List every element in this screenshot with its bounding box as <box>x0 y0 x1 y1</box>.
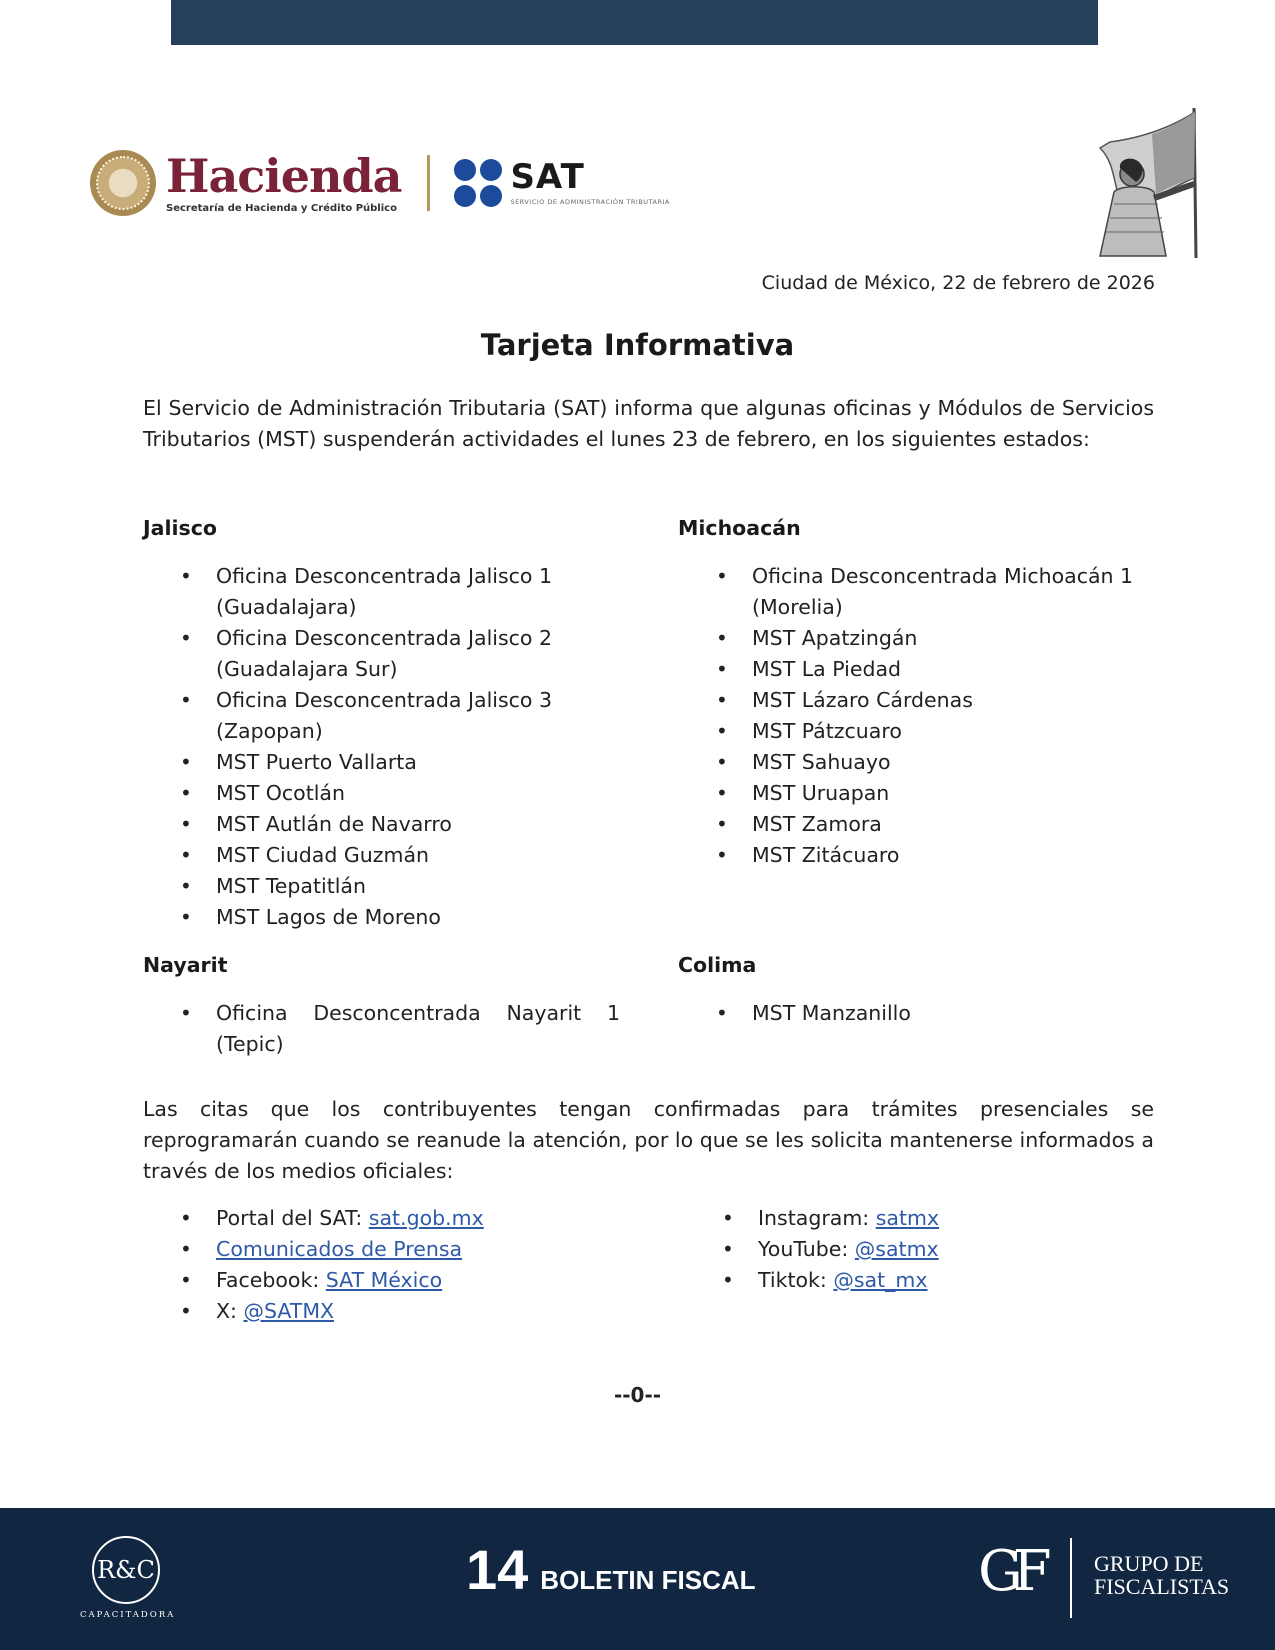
portal-label: Portal del SAT: <box>216 1206 369 1230</box>
facebook-label: Facebook: <box>216 1268 326 1292</box>
footer-divider <box>1070 1538 1072 1618</box>
gf-line-1: GRUPO DE <box>1094 1551 1204 1576</box>
page-title: Tarjeta Informativa <box>480 328 795 362</box>
colima-heading: Colima <box>678 953 757 977</box>
youtube-link[interactable]: @satmx <box>854 1237 939 1261</box>
nayarit-heading: Nayarit <box>143 953 228 977</box>
list-item: • MST Lázaro Cárdenas <box>716 685 1166 716</box>
tiktok-link[interactable]: @sat_mx <box>833 1268 928 1292</box>
list-item: • Oficina Desconcentrada Jalisco 3 (Zapopan) <box>180 685 600 747</box>
sat-logo <box>510 157 670 206</box>
media-item-facebook <box>180 1265 680 1296</box>
list-item: • MST Lagos de Moreno <box>180 902 600 933</box>
x-link[interactable]: @SATMX <box>243 1299 335 1323</box>
rc-monogram-icon: R&C <box>92 1536 160 1604</box>
jalisco-list <box>180 561 600 933</box>
issue-label: BOLETIN FISCAL <box>540 1565 756 1595</box>
list-item: • MST Ocotlán <box>180 778 600 809</box>
portal-link[interactable]: sat.gob.mx <box>368 1206 484 1230</box>
rc-capacitadora-logo <box>80 1536 176 1622</box>
list-item: • MST Zitácuaro <box>716 840 1166 871</box>
list-item: • Oficina Desconcentrada Jalisco 1 (Guadalajara) <box>180 561 600 623</box>
media-item-portal <box>180 1203 680 1234</box>
list-item: • MST Autlán de Navarro <box>180 809 600 840</box>
gf-line-2: FISCALISTAS <box>1094 1574 1230 1599</box>
media-item-x <box>180 1296 680 1327</box>
media-item-youtube <box>722 1234 1122 1265</box>
michoacan-heading: Michoacán <box>678 516 801 540</box>
top-band <box>171 0 1098 45</box>
sat-subtitle: SERVICIO DE ADMINISTRACIÓN TRIBUTARIA <box>510 198 670 206</box>
list-item: • MST La Piedad <box>716 654 1166 685</box>
list-item: • MST Tepatitlán <box>180 871 600 902</box>
national-seal-icon <box>90 150 156 216</box>
grupo-fiscalistas-logo <box>1094 1552 1229 1598</box>
list-item: • MST Puerto Vallarta <box>180 747 600 778</box>
list-item: • MST Sahuayo <box>716 747 1166 778</box>
list-item: • MST Zamora <box>716 809 1166 840</box>
jalisco-heading: Jalisco <box>143 516 217 540</box>
sat-wordmark: SAT <box>510 157 585 197</box>
hacienda-subtitle: Secretaría de Hacienda y Crédito Público <box>166 202 397 214</box>
youtube-label: YouTube: <box>758 1237 855 1261</box>
x-label: X: <box>216 1299 244 1323</box>
media-item-tiktok <box>722 1265 1122 1296</box>
comunicados-link[interactable]: Comunicados de Prensa <box>216 1237 463 1261</box>
colima-list <box>716 998 1116 1029</box>
tiktok-label: Tiktok: <box>758 1268 834 1292</box>
closing-paragraph: Las citas que los contribuyentes tengan confirmadas para trámites presenciales se reprogramarán cuando se reanude la atención, por lo que se les solicita mantenerse informados a través de los medios oficiales: <box>143 1097 1154 1183</box>
michoacan-list <box>716 561 1166 871</box>
media-item-instagram <box>722 1203 1122 1234</box>
document-date: Ciudad de México, 22 de febrero de 2026 <box>761 272 1155 294</box>
end-mark: --0-- <box>613 1383 662 1407</box>
sat-dots-icon <box>454 159 502 207</box>
nayarit-list <box>180 998 620 1060</box>
bulletin-issue <box>466 1538 756 1602</box>
facebook-link[interactable]: SAT México <box>325 1268 443 1292</box>
hacienda-wordmark: Hacienda <box>166 148 402 203</box>
footer <box>0 1508 1275 1650</box>
list-item: • Oficina Desconcentrada Michoacán 1 (Morelia) <box>716 561 1166 623</box>
header-logos <box>90 148 670 218</box>
flag-woman-illustration-icon <box>1070 108 1210 258</box>
rc-subtitle: CAPACITADORA <box>80 1610 176 1620</box>
list-item: • MST Uruapan <box>716 778 1166 809</box>
media-list-left <box>180 1203 680 1327</box>
instagram-link[interactable]: satmx <box>875 1206 940 1230</box>
gf-monogram-icon: GF <box>978 1539 1042 1604</box>
list-item: • MST Ciudad Guzmán <box>180 840 600 871</box>
list-item: • MST Apatzingán <box>716 623 1166 654</box>
instagram-label: Instagram: <box>758 1206 876 1230</box>
list-item: • MST Manzanillo <box>716 998 1116 1029</box>
hacienda-logo <box>166 148 402 214</box>
list-item: • Oficina Desconcentrada Jalisco 2 (Guadalajara Sur) <box>180 623 600 685</box>
list-item: • MST Pátzcuaro <box>716 716 1166 747</box>
intro-paragraph: El Servicio de Administración Tributaria (SAT) informa que algunas oficinas y Módulos de Servicios Tributarios (MST) suspenderán actividades el lunes 23 de febrero, en los siguientes estados: <box>143 396 1154 451</box>
media-list-right <box>722 1203 1122 1296</box>
media-item-comunicados <box>180 1234 680 1265</box>
list-item: • Oficina Desconcentrada Nayarit 1 (Tepic) <box>180 998 620 1060</box>
logo-divider <box>427 155 430 211</box>
issue-number: 14 <box>466 1538 529 1601</box>
